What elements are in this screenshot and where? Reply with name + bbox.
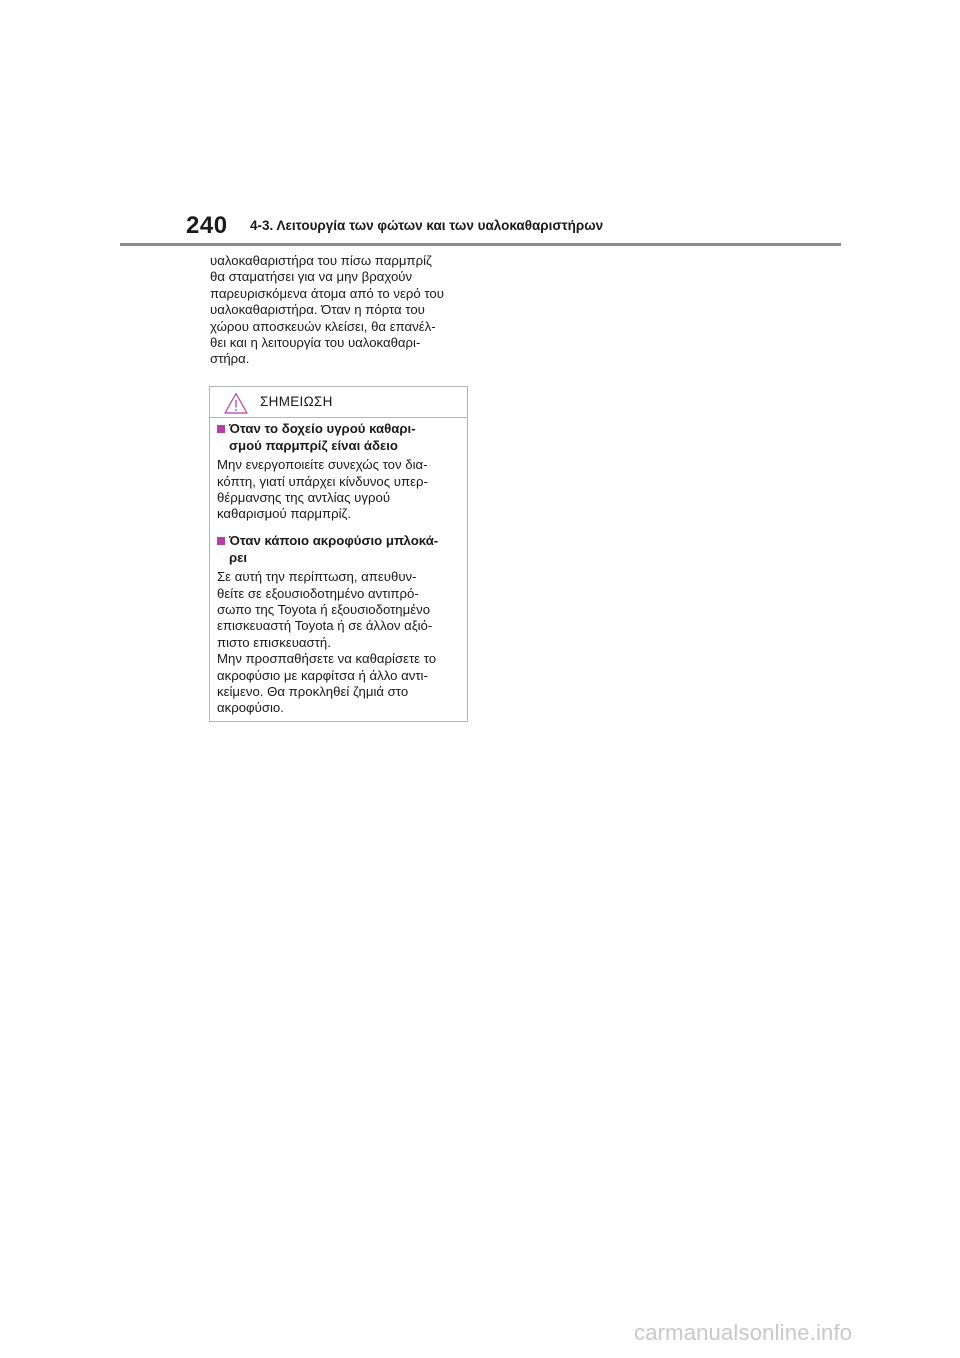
body-line: θέρμανσης της αντλίας υγρού <box>217 490 391 505</box>
section-title: 4-3. Λειτουργία των φώτων και των υαλοκαθαριστήρων <box>250 218 604 233</box>
body-line: σωπο της Toyota ή εξουσιοδοτημένο <box>217 602 431 617</box>
warning-triangle-icon <box>224 392 248 414</box>
notice-item <box>217 533 438 717</box>
notice-item-heading <box>217 421 428 454</box>
header-divider <box>120 243 841 246</box>
body-line: κείμενο. Θα προκληθεί ζημιά στο <box>217 684 409 700</box>
body-line: υαλοκαθαριστήρα. Όταν η πόρτα του <box>210 302 425 318</box>
notice-title: ΣΗΜΕΙΩΣΗ <box>260 394 333 409</box>
body-line: χώρου αποσκευών κλείσει, θα επανέλ- <box>210 318 436 334</box>
body-line: κόπτη, γιατί υπάρχει κίνδυνος υπερ- <box>217 473 428 489</box>
notice-item-body <box>217 457 428 523</box>
notice-item-heading <box>217 533 438 566</box>
notice-box <box>209 386 468 722</box>
bullet-square-icon <box>217 537 225 545</box>
body-line: Μην ενεργοποιείτε συνεχώς τον δια- <box>217 457 428 473</box>
body-paragraph <box>210 253 472 368</box>
bullet-square-icon <box>217 425 225 433</box>
notice-item <box>217 421 428 523</box>
body-line: επισκευαστή Toyota ή σε άλλον αξιό- <box>217 618 433 634</box>
body-line: θα σταματήσει για να μην βραχούν <box>210 269 413 285</box>
body-line: θει και η λειτουργία του υαλοκαθαρι- <box>210 335 421 351</box>
heading-line: Όταν το δοχείο υγρού καθαρι- <box>229 421 416 436</box>
body-line: υαλοκαθαριστήρα του πίσω παρμπρίζ <box>210 253 432 268</box>
page-number: 240 <box>186 212 228 239</box>
body-line: πιστο επισκευαστή. <box>217 634 331 650</box>
heading-line: ρει <box>229 549 248 565</box>
watermark-link[interactable]: carmanualsonline.info <box>634 1320 853 1345</box>
body-line: Μην προσπαθήσετε να καθαρίσετε το <box>217 651 437 667</box>
notice-header <box>210 387 467 418</box>
heading-line: Όταν κάποιο ακροφύσιο μπλοκά- <box>229 533 439 548</box>
body-line: στήρα. <box>210 351 250 367</box>
body-line: ακροφύσιο με καρφίτσα ή άλλο αντι- <box>217 667 428 683</box>
page-header <box>0 0 960 250</box>
body-line: Σε αυτή την περίπτωση, απευθυν- <box>217 569 417 585</box>
notice-item-body <box>217 569 438 717</box>
body-line: θείτε σε εξουσιοδοτημένο αντιπρό- <box>217 585 419 601</box>
body-line: ακροφύσιο. <box>217 700 284 716</box>
body-line: παρευρισκόμενα άτομα από το νερό του <box>210 285 444 301</box>
body-line: καθαρισμού παρμπρίζ. <box>217 506 352 522</box>
heading-line: σμού παρμπρίζ είναι άδειο <box>229 437 398 453</box>
